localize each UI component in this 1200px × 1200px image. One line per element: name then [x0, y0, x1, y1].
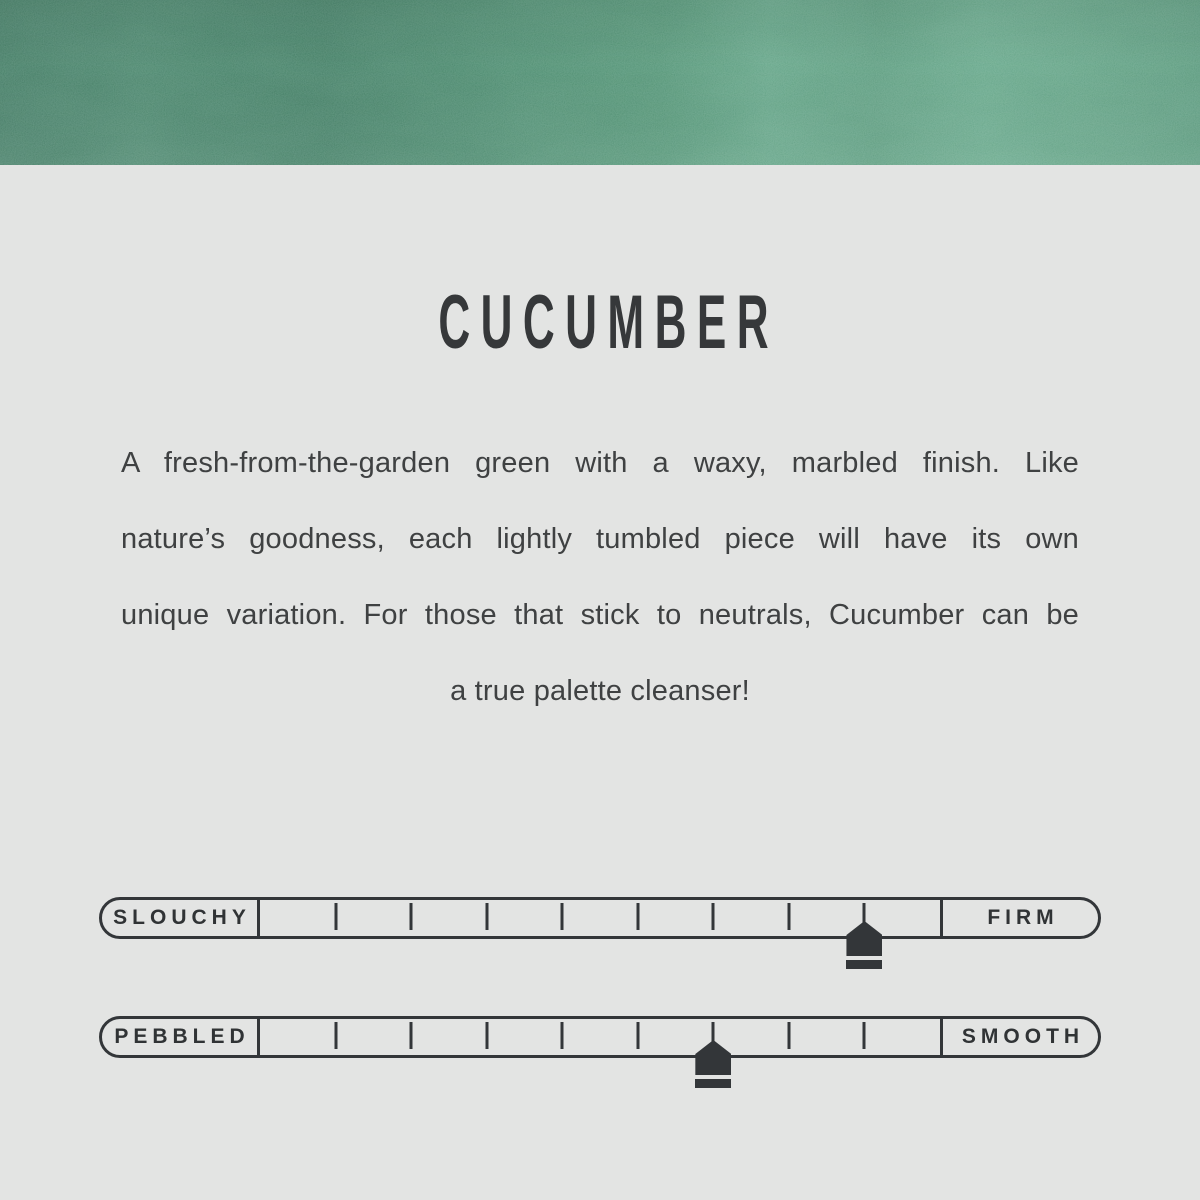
- tick-mark: [712, 903, 715, 930]
- tick-mark: [334, 903, 337, 930]
- scale-left-section: [102, 900, 260, 936]
- leather-texture-image: [0, 0, 1200, 165]
- scale-right-label: SMOOTH: [961, 1025, 1085, 1048]
- firmness-scale-track: [260, 900, 940, 936]
- scale-right-section: [940, 900, 1098, 936]
- tick-mark: [410, 1022, 413, 1049]
- tick-mark: [561, 903, 564, 930]
- description-line: unique variation. For those that stick to neutrals, Cucumber can be: [121, 599, 1079, 631]
- tick-mark: [334, 1022, 337, 1049]
- tick-mark: [561, 1022, 564, 1049]
- tick-mark: [863, 1022, 866, 1049]
- tick-mark: [410, 903, 413, 930]
- firmness-scale: [99, 897, 1101, 939]
- color-description: [121, 425, 1079, 729]
- tick-mark: [485, 1022, 488, 1049]
- leather-texture-banner: [0, 0, 1200, 165]
- tick-mark: [787, 903, 790, 930]
- color-name-heading: CUCUMBER: [438, 280, 780, 365]
- scale-right-label: FIRM: [987, 906, 1059, 929]
- texture-scale: [99, 1016, 1101, 1058]
- description-line: nature’s goodness, each lightly tumbled piece will have its own: [121, 523, 1079, 555]
- page-title: [0, 280, 1200, 365]
- texture-scale-track: [260, 1019, 940, 1055]
- marker-pointer-icon: [846, 921, 882, 956]
- scale-left-section: [102, 1019, 260, 1055]
- marker-base-bar: [846, 960, 882, 969]
- scale-right-section: [940, 1019, 1098, 1055]
- scale-left-label: PEBBLED: [114, 1025, 250, 1048]
- tick-mark: [485, 903, 488, 930]
- marker-base-bar: [695, 1079, 731, 1088]
- tick-mark: [636, 1022, 639, 1049]
- tick-mark: [787, 1022, 790, 1049]
- tick-mark: [636, 903, 639, 930]
- description-line: A fresh-from-the-garden green with a waxy, marbled finish. Like: [121, 447, 1079, 479]
- description-line: a true palette cleanser!: [450, 675, 750, 707]
- texture-scale-marker[interactable]: [695, 1040, 731, 1088]
- attribute-scales: [0, 897, 1200, 1058]
- firmness-scale-marker[interactable]: [846, 921, 882, 969]
- scale-left-label: SLOUCHY: [113, 906, 251, 929]
- marker-pointer-icon: [695, 1040, 731, 1075]
